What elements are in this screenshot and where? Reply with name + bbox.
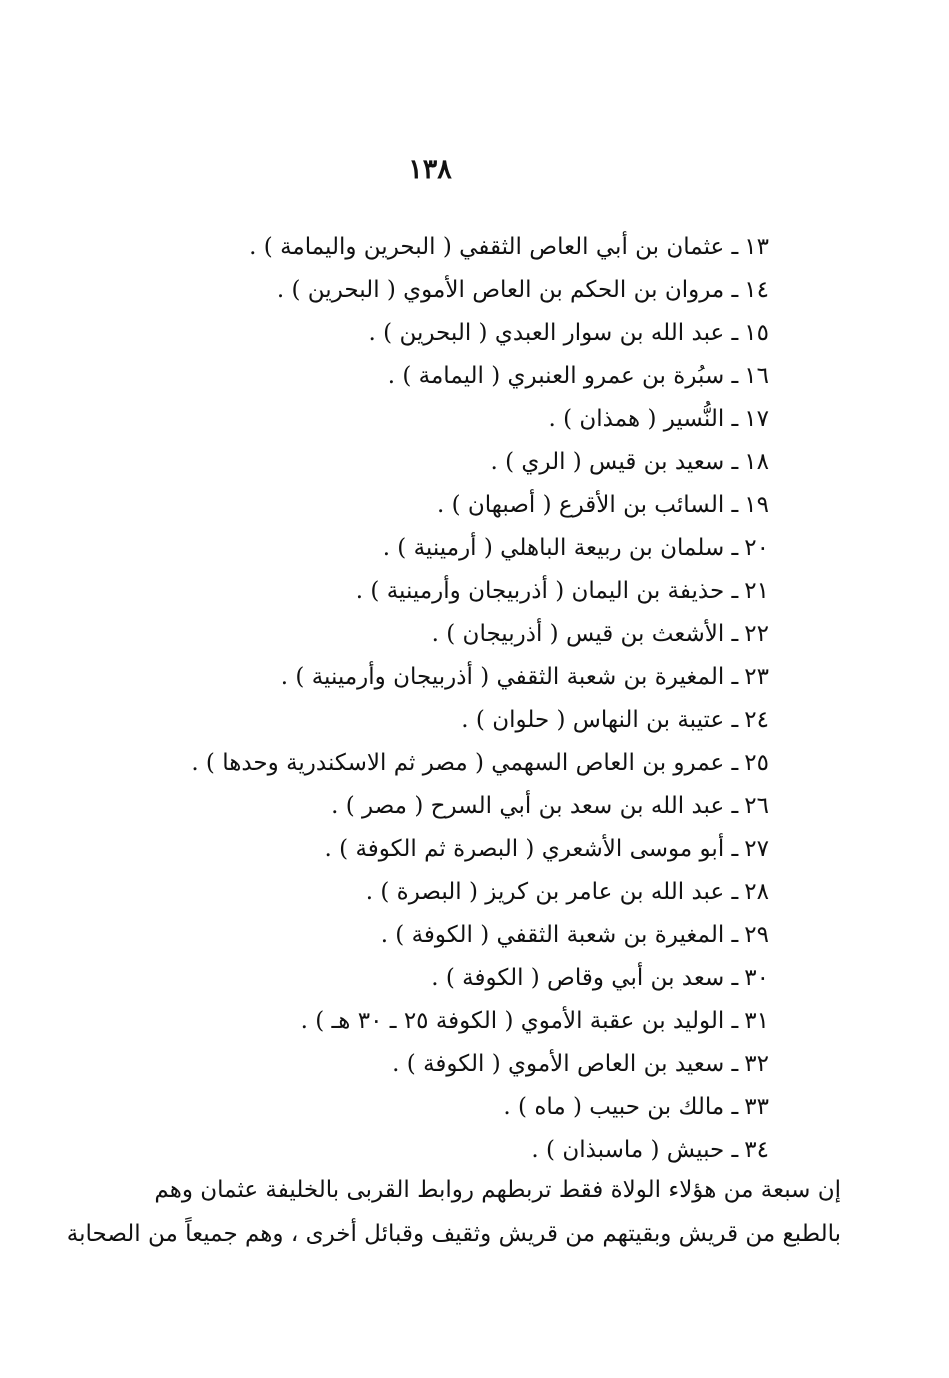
item-number: ١٤ [744,277,769,303]
item-text: ـ سبُرة بن عمرو العنبري ( اليمامة ) . [387,363,739,389]
item-text: ـ المغيرة بن شعبة الثقفي ( الكوفة ) . [380,922,739,948]
list-item [129,527,769,570]
item-number: ٣٤ [744,1137,769,1163]
item-text: ـ عمرو بن العاص السهمي ( مصر ثم الاسكندرية وحدها ) . [191,750,739,776]
list-item [129,441,769,484]
list-item [129,742,769,785]
item-text: ـ عبد الله بن سعد بن أبي السرح ( مصر ) . [331,793,739,819]
governors-list [129,226,769,1172]
item-text: ـ المغيرة بن شعبة الثقفي ( أذربيجان وأرمينية ) . [280,664,739,690]
item-number: ٢٢ [744,621,769,647]
item-number: ٢٩ [744,922,769,948]
list-item [129,312,769,355]
item-text: ـ عبد الله بن سوار العبدي ( البحرين ) . [368,320,739,346]
item-number: ٢٦ [744,793,769,819]
item-number: ٢١ [744,578,769,604]
item-text: ـ السائب بن الأقرع ( أصبهان ) . [437,492,739,518]
item-number: ٣١ [744,1008,769,1034]
list-item [129,398,769,441]
list-item [129,1086,769,1129]
list-item [129,484,769,527]
item-number: ١٦ [744,363,769,389]
item-text: ـ مروان بن الحكم بن العاص الأموي ( البحرين ) . [276,277,739,303]
item-text: ـ سعد بن أبي وقاص ( الكوفة ) . [431,965,739,991]
page-number: ١٣٨ [408,154,452,185]
paragraph-line: إن سبعة من هؤلاء الولاة فقط تربطهم روابط القربى بالخليفة عثمان وهم [154,1177,841,1203]
item-number: ٣٠ [744,965,769,991]
item-text: ـ الوليد بن عقبة الأموي ( الكوفة ٢٥ ـ ٣٠ هـ ) . [300,1008,739,1034]
item-number: ٢٤ [744,707,769,733]
item-number: ٢٠ [744,535,769,561]
item-number: ٢٧ [744,836,769,862]
item-text: ـ النُّسير ( همذان ) . [548,406,739,432]
item-number: ٣٣ [744,1094,769,1120]
list-item [129,656,769,699]
item-text: ـ مالك بن حبيب ( ماه ) . [503,1094,739,1120]
item-text: ـ سعيد بن العاص الأموي ( الكوفة ) . [392,1051,739,1077]
list-item [129,1129,769,1172]
list-item [129,785,769,828]
list-item [129,1043,769,1086]
item-number: ١٩ [744,492,769,518]
list-item [129,914,769,957]
item-text: ـ عبد الله بن عامر بن كريز ( البصرة ) . [365,879,739,905]
list-item [129,570,769,613]
item-text: ـ سعيد بن قيس ( الري ) . [490,449,739,475]
list-item [129,613,769,656]
item-number: ١٨ [744,449,769,475]
item-text: ـ حذيفة بن اليمان ( أذربيجان وأرمينية ) . [355,578,739,604]
item-text: ـ الأشعث بن قيس ( أذربيجان ) . [431,621,739,647]
item-number: ٢٥ [744,750,769,776]
list-item [129,871,769,914]
list-item [129,699,769,742]
item-number: ١٣ [744,234,769,260]
paragraph-line: بالطبع من قريش وبقيتهم من قريش وثقيف وقبائل أخرى ، وهم جميعاً من الصحابة [66,1221,841,1247]
item-number: ٣٢ [744,1051,769,1077]
list-item [129,355,769,398]
list-item [129,269,769,312]
item-text: ـ عتيبة بن النهاس ( حلوان ) . [461,707,739,733]
item-number: ٢٨ [744,879,769,905]
item-text: ـ حبيش ( ماسبذان ) . [531,1137,739,1163]
list-item [129,1000,769,1043]
item-text: ـ سلمان بن ربيعة الباهلي ( أرمينية ) . [382,535,739,561]
closing-paragraph [66,1168,841,1256]
list-item [129,957,769,1000]
item-number: ٢٣ [744,664,769,690]
item-number: ١٥ [744,320,769,346]
item-number: ١٧ [744,406,769,432]
item-text: ـ عثمان بن أبي العاص الثقفي ( البحرين واليمامة ) . [249,234,739,260]
list-item [129,226,769,269]
list-item [129,828,769,871]
item-text: ـ أبو موسى الأشعري ( البصرة ثم الكوفة ) . [324,836,739,862]
